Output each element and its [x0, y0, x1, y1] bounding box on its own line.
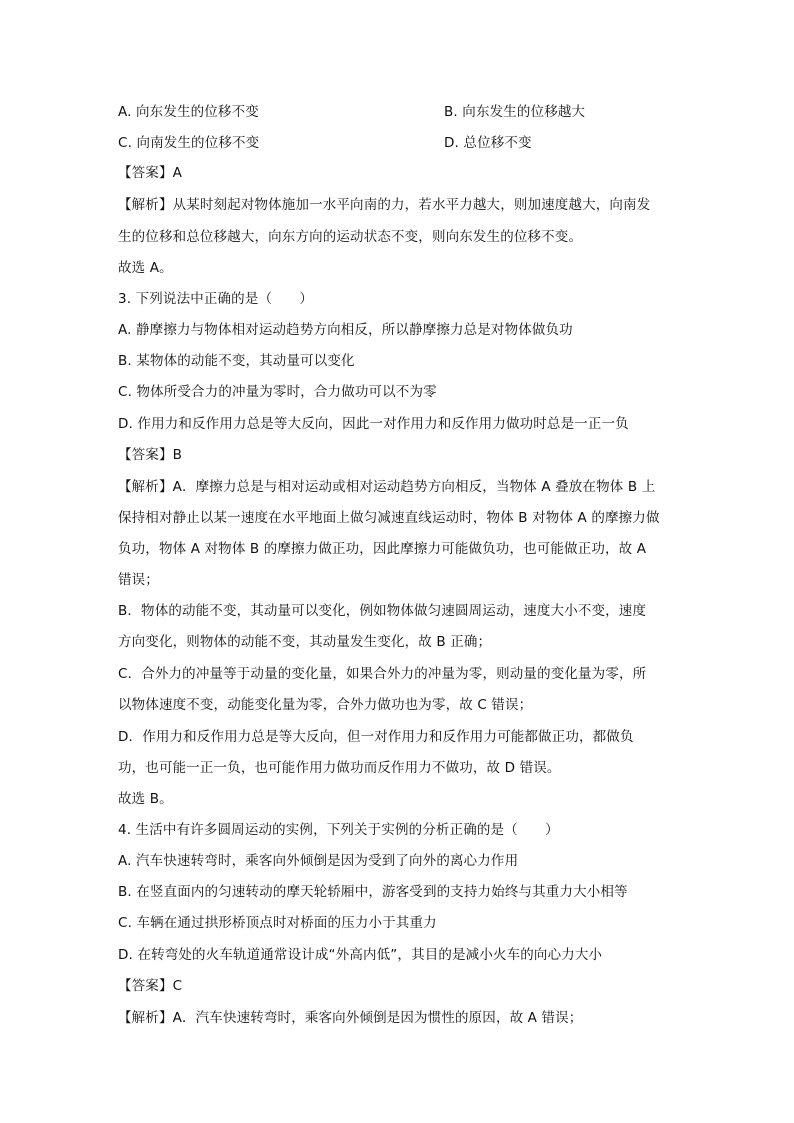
- q3-analysis-line-9: D．作用力和反作用力总是等大反向，但一对作用力和反作用力可能都做正功，都做负: [118, 729, 634, 745]
- q3-analysis-line-10: 功，也可能一正一负，也可能作用力做功而反作用力不做功，故 D 错误。: [118, 760, 561, 776]
- answer-value: C: [172, 978, 183, 994]
- analysis-tag: 【解析】: [118, 479, 173, 495]
- q3-analysis-line-7: C．合外力的冲量等于动量的变化量，如果合外力的冲量为零，则动量的变化量为零，所: [118, 666, 647, 682]
- q3-option-c: C. 物体所受合力的冲量为零时，合力做功可以不为零: [118, 384, 437, 400]
- q2-analysis-line-2: 生的位移和总位移越大，向东方向的运动状态不变，则向东发生的位移不变。: [118, 229, 583, 245]
- answer-tag: 【答案】: [118, 978, 173, 994]
- q4-stem: 4. 生活中有许多圆周运动的实例，下列关于实例的分析正确的是（ ）: [118, 822, 559, 838]
- q2-option-d: D. 总位移不变: [444, 135, 532, 151]
- q3-analysis-line-6: 方向变化，则物体的动能不变，其动量发生变化，故 B 正确；: [118, 634, 492, 650]
- q3-analysis-line-1: [118, 477, 655, 497]
- answer-tag: 【答案】: [118, 447, 173, 463]
- q3-option-d: D. 作用力和反作用力总是等大反向，因此一对作用力和反作用力做功时总是一正一负: [118, 416, 629, 432]
- q3-analysis-line-2: 保持相对静止以某一速度在水平地面上做匀减速直线运动时，物体 B 对物体 A 的摩擦力做: [118, 510, 660, 526]
- q4-analysis-line-1: [118, 1008, 582, 1028]
- q2-option-c: C. 向南发生的位移不变: [118, 135, 260, 151]
- q4-answer: [118, 976, 182, 996]
- q4-option-b: B. 在竖直面内的匀速转动的摩天轮轿厢中，游客受到的支持力始终与其重力大小相等: [118, 884, 628, 900]
- q4-option-c: C. 车辆在通过拱形桥顶点时对桥面的压力小于其重力: [118, 915, 437, 931]
- q3-answer: [118, 445, 182, 465]
- answer-value: B: [172, 447, 183, 463]
- q2-answer: [118, 163, 182, 183]
- q3-option-a: A. 静摩擦力与物体相对运动趋势方向相反，所以静摩擦力总是对物体做负功: [118, 322, 573, 338]
- q3-analysis-line-8: 以物体速度不变，动能变化量为零，合外力做功也为零，故 C 错误；: [118, 697, 533, 713]
- analysis-tag: 【解析】: [118, 1010, 173, 1026]
- answer-value: A: [172, 165, 182, 181]
- q2-analysis-line-1: [118, 195, 650, 215]
- analysis-tag: 【解析】: [118, 197, 173, 213]
- analysis-text: A．摩擦力总是与相对运动或相对运动趋势方向相反，当物体 A 叠放在物体 B 上: [172, 479, 656, 495]
- q3-analysis-line-5: B．物体的动能不变，其动量可以变化，例如物体做匀速圆周运动，速度大小不变，速度: [118, 603, 647, 619]
- q3-analysis-line-4: 错误；: [118, 572, 159, 588]
- analysis-text: 从某时刻起对物体施加一水平向南的力，若水平力越大，则加速度越大，向南发: [172, 197, 651, 213]
- q2-option-b: B. 向东发生的位移越大: [444, 104, 586, 120]
- analysis-text: A．汽车快速转弯时，乘客向外倾倒是因为惯性的原因，故 A 错误；: [172, 1010, 583, 1026]
- q2-conclusion: 故选 A。: [118, 260, 173, 276]
- q3-conclusion: 故选 B。: [118, 791, 173, 807]
- q4-option-a: A. 汽车快速转弯时，乘客向外倾倒是因为受到了向外的离心力作用: [118, 853, 519, 869]
- q4-option-d: D. 在转弯处的火车轨道通常设计成“外高内低”，其目的是减小火车的向心力大小: [118, 947, 603, 963]
- q3-analysis-line-3: 负功，物体 A 对物体 B 的摩擦力做正功，因此摩擦力可能做负功，也可能做正功，故 A: [118, 541, 647, 557]
- q3-option-b: B. 某物体的动能不变，其动量可以变化: [118, 353, 355, 369]
- answer-tag: 【答案】: [118, 165, 173, 181]
- q2-option-a: A. 向东发生的位移不变: [118, 104, 259, 120]
- q3-stem: 3. 下列说法中正确的是（ ）: [118, 291, 314, 307]
